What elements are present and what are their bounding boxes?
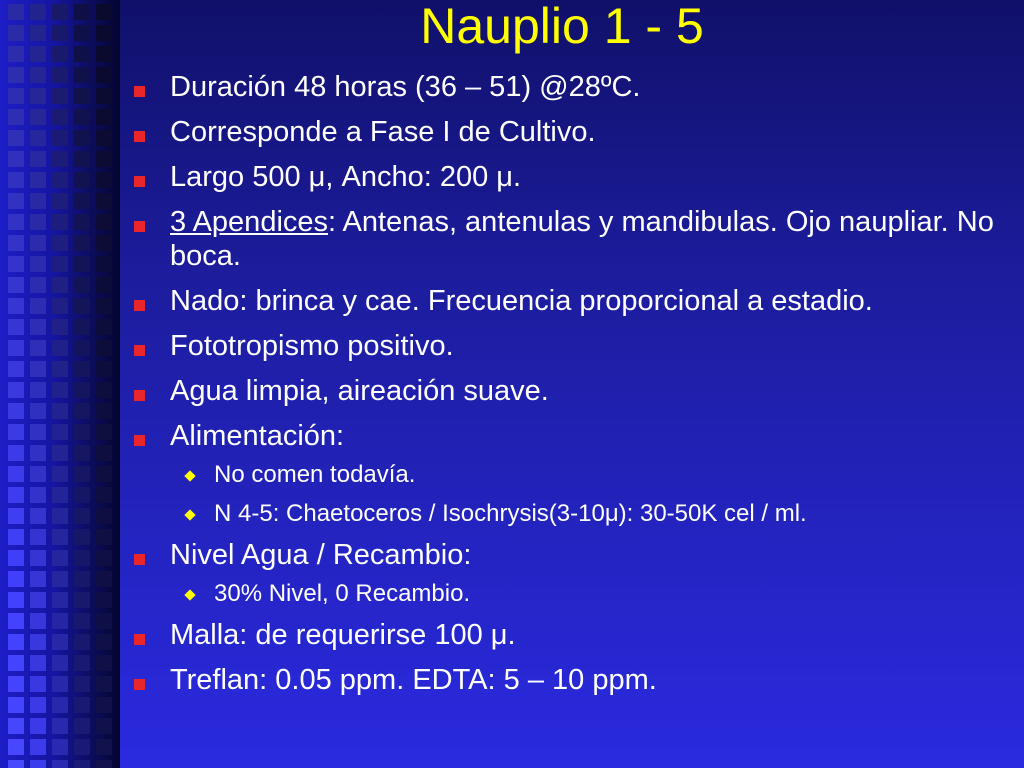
decorative-square (96, 676, 112, 692)
decorative-square (30, 424, 46, 440)
bullet-item (130, 374, 1010, 408)
decorative-square (52, 445, 68, 461)
decorative-square (96, 151, 112, 167)
decorative-square (96, 592, 112, 608)
decorative-square (96, 487, 112, 503)
bullet-item (130, 115, 1010, 149)
decorative-square (96, 739, 112, 755)
decorative-square (96, 319, 112, 335)
decorative-square (74, 109, 90, 125)
decorative-square (52, 67, 68, 83)
sub-bullet-text: N 4-5: Chaetoceros / Isochrysis(3-10μ): 30-50K cel / ml. (214, 500, 807, 527)
decorative-square (8, 151, 24, 167)
bullet-item (130, 284, 1010, 318)
decorative-square (96, 214, 112, 230)
decorative-square (8, 256, 24, 272)
decorative-square (52, 214, 68, 230)
decorative-square (52, 760, 68, 768)
decorative-square (30, 508, 46, 524)
bullet-item (130, 538, 1010, 572)
decorative-square (52, 109, 68, 125)
decorative-side-strip (0, 0, 120, 768)
decorative-square (8, 403, 24, 419)
decorative-square (30, 550, 46, 566)
decorative-square (96, 193, 112, 209)
bullet-text: Alimentación: (170, 420, 345, 452)
decorative-square (52, 571, 68, 587)
decorative-square (8, 760, 24, 768)
decorative-square (30, 634, 46, 650)
decorative-square (52, 676, 68, 692)
decorative-square (74, 718, 90, 734)
bullet-text: Corresponde a Fase I de Cultivo. (170, 116, 596, 148)
bullet-underlined-text: 3 Apendices (170, 206, 329, 238)
decorative-square (52, 403, 68, 419)
decorative-square (8, 487, 24, 503)
square-bullet-icon (134, 131, 145, 142)
decorative-square (30, 697, 46, 713)
decorative-square (74, 592, 90, 608)
bullet-item (130, 160, 1010, 194)
decorative-square (8, 550, 24, 566)
decorative-square (30, 613, 46, 629)
decorative-square (96, 403, 112, 419)
decorative-square (74, 319, 90, 335)
decorative-square (74, 340, 90, 356)
decorative-square (8, 361, 24, 377)
decorative-square (96, 550, 112, 566)
decorative-square (96, 508, 112, 524)
bullet-list (130, 70, 1010, 708)
decorative-square (8, 298, 24, 314)
square-bullet-icon (134, 300, 145, 311)
decorative-square (8, 529, 24, 545)
decorative-square (8, 67, 24, 83)
decorative-square (30, 319, 46, 335)
decorative-square (30, 340, 46, 356)
decorative-square (96, 571, 112, 587)
decorative-square (74, 151, 90, 167)
decorative-square (30, 361, 46, 377)
decorative-square (74, 697, 90, 713)
decorative-square (8, 613, 24, 629)
decorative-square (30, 130, 46, 146)
decorative-square (8, 109, 24, 125)
slide-title: Nauplio 1 - 5 (420, 0, 704, 54)
decorative-square (52, 235, 68, 251)
bullet-text: Largo 500 μ, Ancho: 200 μ. (170, 161, 522, 193)
decorative-square (74, 88, 90, 104)
decorative-square (30, 88, 46, 104)
decorative-square (8, 424, 24, 440)
decorative-square (52, 592, 68, 608)
diamond-bullet-icon (184, 509, 195, 520)
decorative-square (96, 361, 112, 377)
decorative-square (30, 214, 46, 230)
decorative-square (8, 655, 24, 671)
decorative-square (30, 487, 46, 503)
sub-bullet-text: No comen todavía. (214, 461, 416, 488)
decorative-square (74, 277, 90, 293)
decorative-square (52, 193, 68, 209)
decorative-square (96, 529, 112, 545)
decorative-square (30, 655, 46, 671)
decorative-square (30, 172, 46, 188)
decorative-square (74, 382, 90, 398)
decorative-square (52, 613, 68, 629)
decorative-square (74, 571, 90, 587)
decorative-square (74, 172, 90, 188)
decorative-square (74, 424, 90, 440)
decorative-square (96, 445, 112, 461)
decorative-square (74, 298, 90, 314)
sub-bullet-text: 30% Nivel, 0 Recambio. (214, 580, 471, 607)
decorative-square (52, 172, 68, 188)
decorative-square (96, 172, 112, 188)
decorative-square (96, 760, 112, 768)
decorative-square (52, 529, 68, 545)
decorative-square (74, 235, 90, 251)
bullet-item (130, 419, 1010, 453)
decorative-square (8, 172, 24, 188)
decorative-square (8, 130, 24, 146)
square-bullet-icon (134, 435, 145, 446)
decorative-square (52, 466, 68, 482)
decorative-square (8, 466, 24, 482)
bullet-text: : Antenas, antenulas y mandibulas. Ojo naupliar. No boca. (170, 206, 994, 272)
decorative-square (74, 613, 90, 629)
decorative-square (96, 613, 112, 629)
decorative-square (52, 340, 68, 356)
decorative-square (96, 340, 112, 356)
decorative-square (30, 571, 46, 587)
bullet-text: Malla: de requerirse 100 μ. (170, 619, 516, 651)
sub-bullet-item (130, 579, 1010, 609)
decorative-square (8, 277, 24, 293)
decorative-square (52, 655, 68, 671)
decorative-square (30, 277, 46, 293)
decorative-square (8, 634, 24, 650)
bullet-item (130, 618, 1010, 652)
decorative-square (30, 67, 46, 83)
decorative-square (8, 382, 24, 398)
decorative-square (8, 340, 24, 356)
decorative-square (74, 676, 90, 692)
decorative-square (74, 130, 90, 146)
decorative-square (74, 403, 90, 419)
decorative-square (30, 235, 46, 251)
bullet-text: Duración 48 horas (36 – 51) @28ºC. (170, 71, 641, 103)
decorative-square (52, 319, 68, 335)
decorative-square (96, 718, 112, 734)
decorative-square (74, 67, 90, 83)
decorative-square (52, 634, 68, 650)
sub-bullet-item (130, 499, 1010, 529)
decorative-square (96, 67, 112, 83)
decorative-square (8, 319, 24, 335)
decorative-square (8, 592, 24, 608)
decorative-square (52, 487, 68, 503)
decorative-square (30, 256, 46, 272)
decorative-square (74, 193, 90, 209)
decorative-square (8, 739, 24, 755)
decorative-square (96, 466, 112, 482)
bullet-item (130, 663, 1010, 697)
decorative-square (74, 655, 90, 671)
decorative-square (30, 109, 46, 125)
decorative-square (30, 739, 46, 755)
decorative-square (30, 193, 46, 209)
square-bullet-icon (134, 634, 145, 645)
decorative-square (30, 403, 46, 419)
decorative-square (8, 508, 24, 524)
decorative-square (74, 760, 90, 768)
decorative-square (52, 298, 68, 314)
bullet-item (130, 70, 1010, 104)
decorative-square (52, 508, 68, 524)
square-bullet-icon (134, 679, 145, 690)
decorative-square (8, 88, 24, 104)
decorative-square (8, 193, 24, 209)
decorative-square (8, 571, 24, 587)
decorative-square (30, 445, 46, 461)
decorative-square (30, 760, 46, 768)
diamond-bullet-icon (184, 589, 195, 600)
decorative-square (74, 634, 90, 650)
decorative-square (52, 256, 68, 272)
decorative-square (74, 445, 90, 461)
decorative-square (52, 277, 68, 293)
decorative-square (52, 382, 68, 398)
decorative-square (74, 550, 90, 566)
decorative-square (30, 466, 46, 482)
decorative-square (52, 361, 68, 377)
decorative-square (8, 676, 24, 692)
decorative-square (96, 235, 112, 251)
decorative-square (96, 298, 112, 314)
bullet-text: Agua limpia, aireación suave. (170, 375, 549, 407)
bullet-item (130, 205, 1010, 273)
decorative-square (8, 697, 24, 713)
decorative-square (8, 718, 24, 734)
decorative-square (74, 487, 90, 503)
decorative-square (96, 634, 112, 650)
decorative-square (52, 88, 68, 104)
square-bullet-icon (134, 345, 145, 356)
decorative-square (96, 697, 112, 713)
decorative-square (30, 718, 46, 734)
decorative-square (52, 697, 68, 713)
decorative-square (74, 466, 90, 482)
decorative-square (52, 550, 68, 566)
sub-bullet-item (130, 460, 1010, 490)
decorative-square (52, 130, 68, 146)
bullet-text: Nado: brinca y cae. Frecuencia proporcional a estadio. (170, 285, 873, 317)
square-bullet-icon (134, 221, 145, 232)
decorative-square (8, 235, 24, 251)
decorative-square (8, 214, 24, 230)
decorative-square (74, 361, 90, 377)
decorative-square (96, 277, 112, 293)
diamond-bullet-icon (184, 470, 195, 481)
decorative-square (96, 130, 112, 146)
decorative-square (52, 151, 68, 167)
decorative-square (96, 88, 112, 104)
decorative-square (30, 529, 46, 545)
bullet-item (130, 329, 1010, 363)
square-bullet-icon (134, 554, 145, 565)
decorative-square (30, 676, 46, 692)
bullet-text: Nivel Agua / Recambio: (170, 539, 472, 571)
decorative-square (96, 109, 112, 125)
decorative-square (30, 382, 46, 398)
decorative-square (74, 739, 90, 755)
decorative-square (96, 655, 112, 671)
square-bullet-icon (134, 390, 145, 401)
decorative-square (96, 256, 112, 272)
bullet-text: Fototropismo positivo. (170, 330, 454, 362)
square-bullet-icon (134, 86, 145, 97)
decorative-square (96, 382, 112, 398)
decorative-square (74, 214, 90, 230)
decorative-square (74, 256, 90, 272)
decorative-square (52, 739, 68, 755)
decorative-square (8, 445, 24, 461)
decorative-square (74, 508, 90, 524)
decorative-square (52, 424, 68, 440)
bullet-text: Treflan: 0.05 ppm. EDTA: 5 – 10 ppm. (170, 664, 657, 696)
square-bullet-icon (134, 176, 145, 187)
decorative-square (30, 592, 46, 608)
decorative-square (96, 424, 112, 440)
decorative-square (52, 718, 68, 734)
decorative-square (30, 151, 46, 167)
decorative-square (30, 298, 46, 314)
decorative-square (74, 529, 90, 545)
